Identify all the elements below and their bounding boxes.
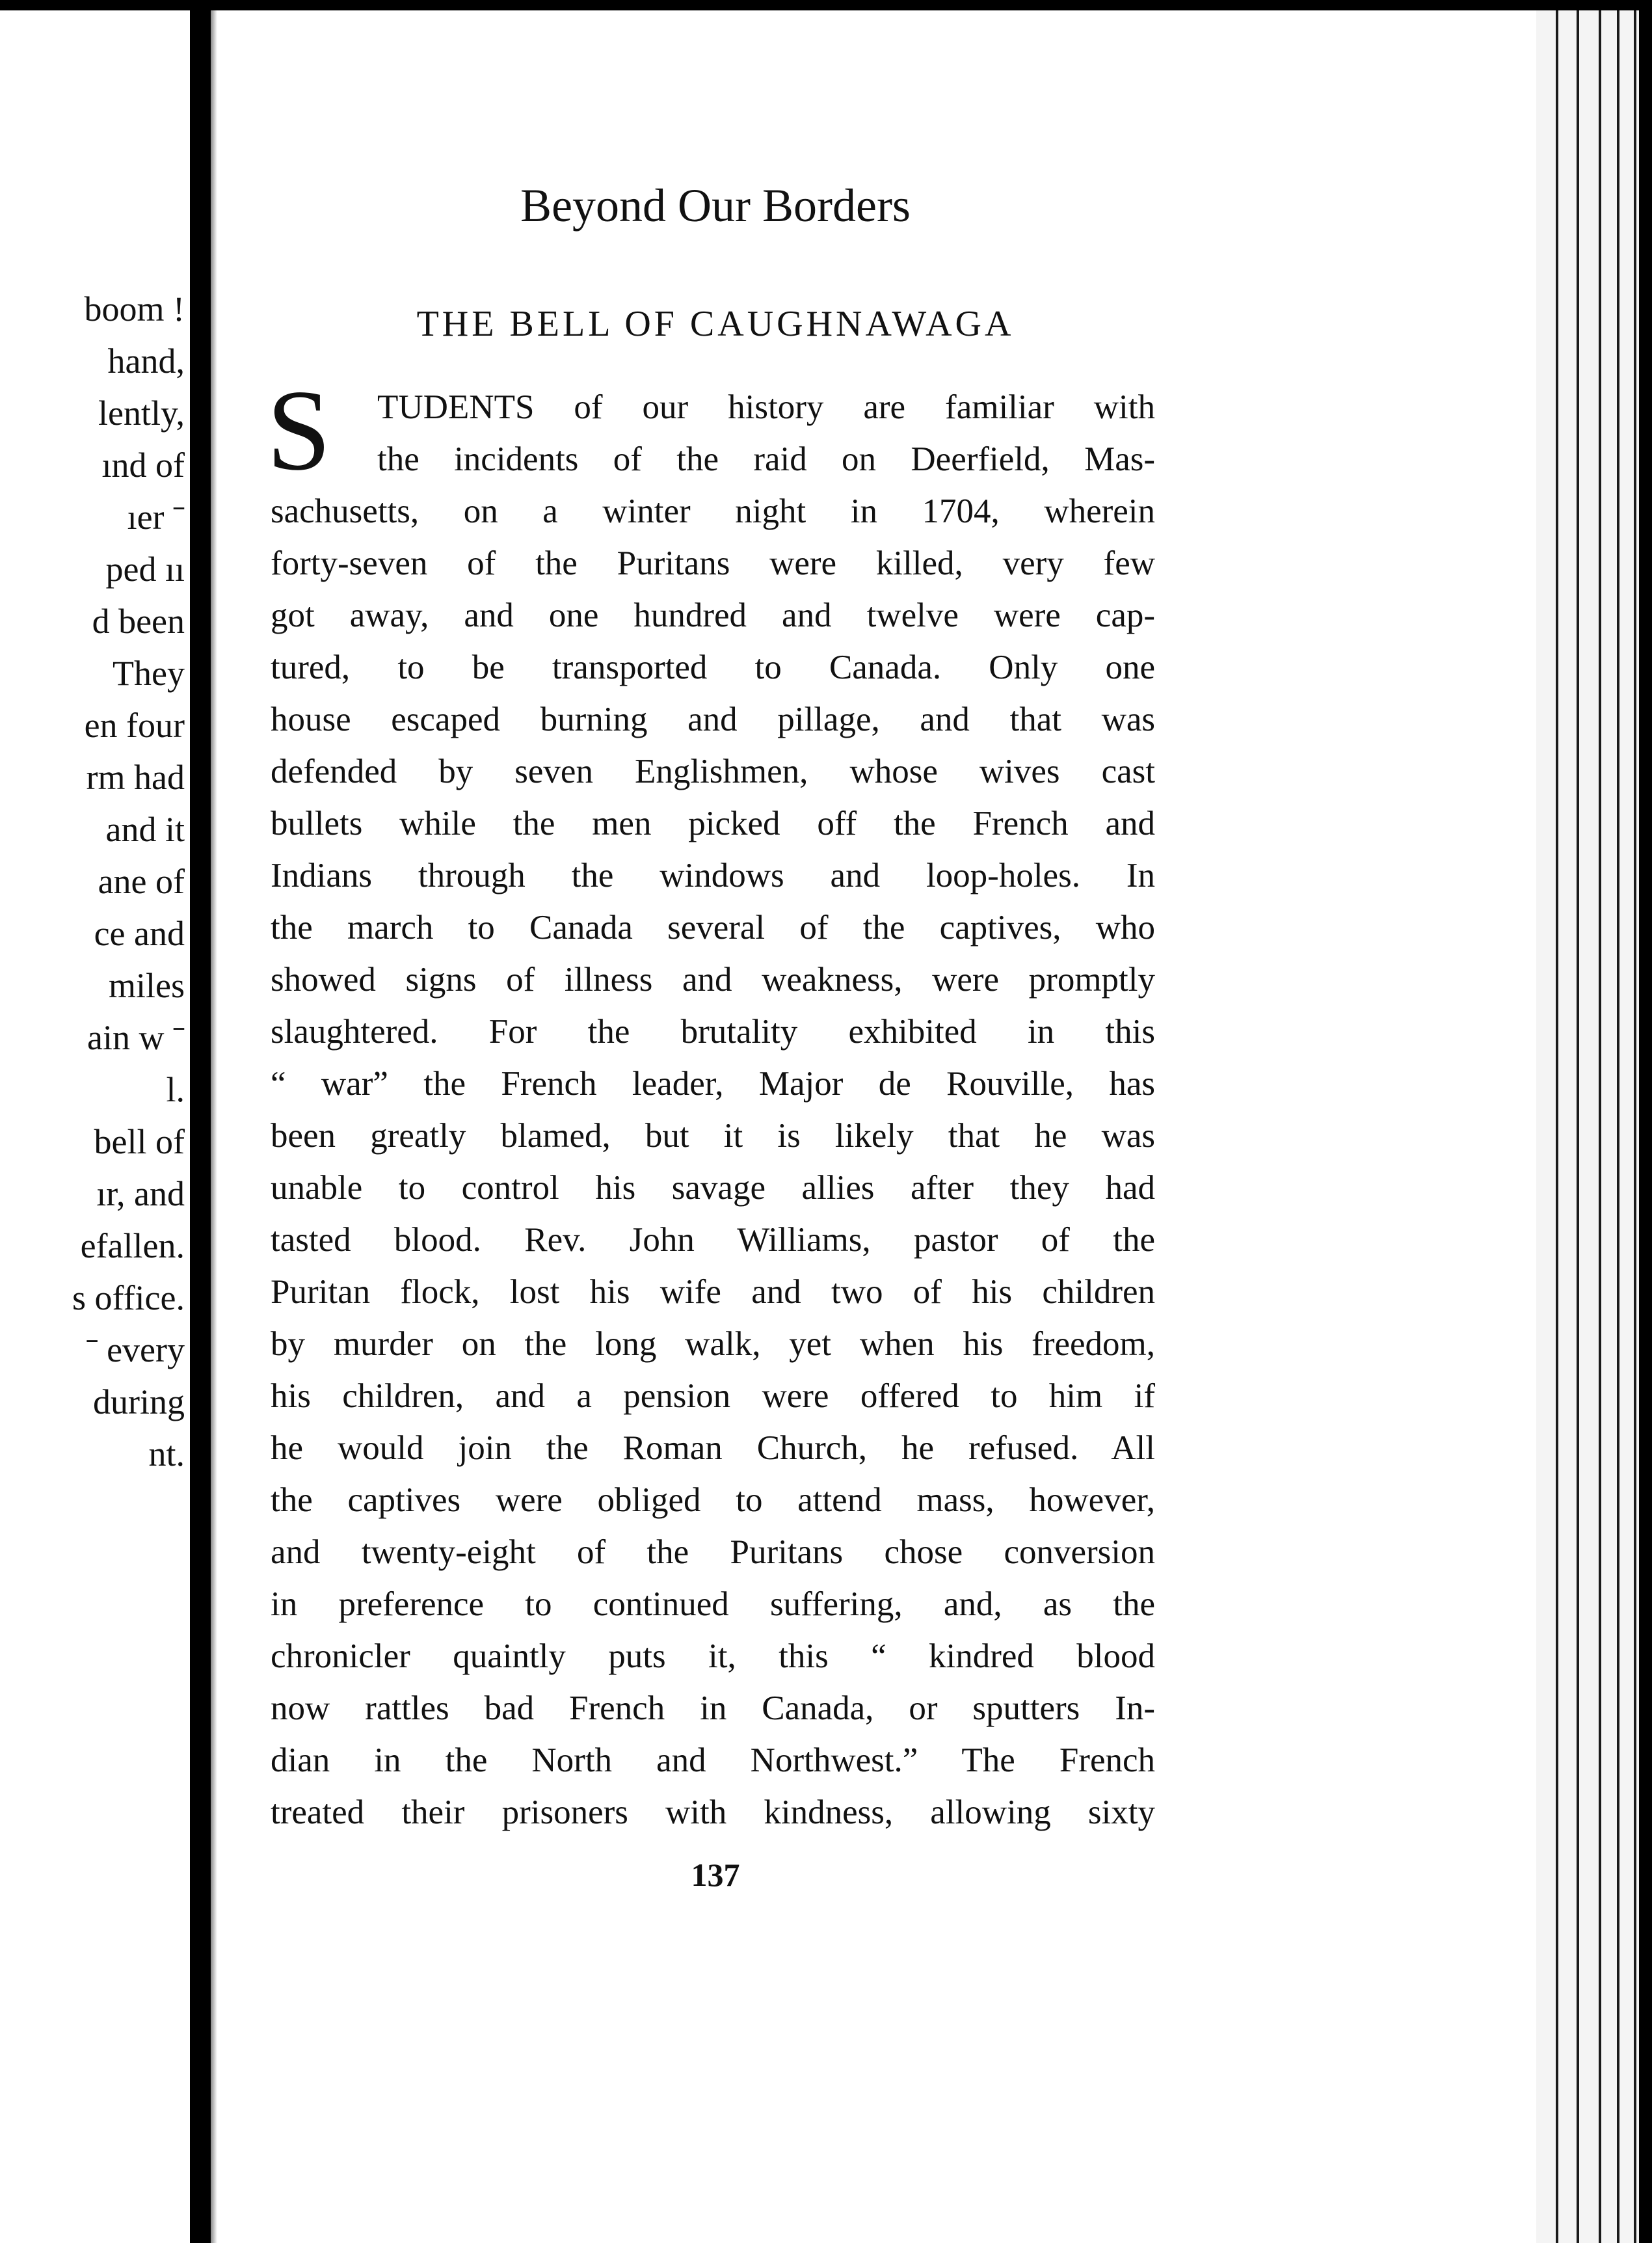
body-text-line: house escaped burning and pillage, and that was — [271, 701, 1155, 738]
body-text-line: bullets while the men picked off the French and — [271, 805, 1155, 842]
running-head: Beyond Our Borders — [520, 180, 911, 232]
body-text-line: the captives were obliged to attend mass, however, — [271, 1481, 1155, 1519]
left-page-line: miles — [109, 966, 185, 1005]
body-text-line: TUDENTS of our history are familiar with — [377, 388, 1155, 426]
scan-top-border — [0, 0, 1652, 10]
body-text-line: dian in the North and Northwest.” The French — [271, 1741, 1155, 1779]
left-page-line: ce and — [94, 914, 185, 953]
body-text-line: by murder on the long walk, yet when his freedom, — [271, 1325, 1155, 1363]
left-page-line: en four — [84, 706, 185, 745]
body-text-line: in preference to continued suffering, and, as the — [271, 1585, 1155, 1623]
body-text-line: “ war” the French leader, Major de Rouville, has — [271, 1065, 1155, 1103]
body-text-line: tasted blood. Rev. John Williams, pastor of the — [271, 1221, 1155, 1259]
body-text-line: showed signs of illness and weakness, were promptly — [271, 961, 1155, 999]
body-text-line: slaughtered. For the brutality exhibited in this — [271, 1013, 1155, 1051]
left-facing-page — [0, 10, 190, 2243]
body-text-line: and twenty-eight of the Puritans chose conversion — [271, 1533, 1155, 1571]
section-title: THE BELL OF CAUGHNAWAGA — [416, 304, 1015, 344]
body-text-line: the incidents of the raid on Deerfield, Mas- — [377, 440, 1155, 478]
left-page-line: during — [93, 1382, 185, 1421]
body-text-line: sachusetts, on a winter night in 1704, wherein — [271, 492, 1155, 530]
page-edge-line — [1577, 10, 1579, 2243]
left-page-line: l. — [166, 1070, 185, 1109]
page-edge-line — [1556, 10, 1558, 2243]
body-text-line: treated their prisoners with kindness, allowing sixty — [271, 1793, 1155, 1831]
left-page-line: hand, — [107, 342, 185, 381]
body-text-line: now rattles bad French in Canada, or sputters In- — [271, 1689, 1155, 1727]
left-page-line: ıer ˉ — [127, 498, 185, 537]
left-page-line: d been — [92, 602, 185, 641]
body-text-line: he would join the Roman Church, he refused. All — [271, 1429, 1155, 1467]
page-edge-line — [1599, 10, 1601, 2243]
body-text-line: Indians through the windows and loop-holes. In — [271, 857, 1155, 894]
left-page-line: nt. — [148, 1434, 185, 1473]
gutter-shadow — [211, 10, 217, 2243]
body-text-line: his children, and a pension were offered to him if — [271, 1377, 1155, 1415]
body-text-line: chronicler quaintly puts it, this “ kindred blood — [271, 1637, 1155, 1675]
scan-right-border — [1639, 10, 1652, 2243]
left-page-line: ınd of — [101, 446, 185, 485]
drop-cap: S — [267, 366, 331, 494]
page-number: 137 — [691, 1857, 740, 1893]
left-page-line: lently, — [98, 394, 185, 433]
left-page-line: ain w ˉ — [87, 1018, 185, 1057]
book-spine-gutter — [190, 10, 211, 2243]
left-page-line: rm had — [86, 758, 185, 797]
left-page-line: ˉ every — [86, 1330, 185, 1369]
left-page-line: bell of — [94, 1122, 185, 1161]
page-edge-line — [1617, 10, 1619, 2243]
page-edges — [1536, 10, 1652, 2243]
left-page-line: ır, and — [96, 1174, 185, 1213]
body-text-line: Puritan flock, lost his wife and two of his children — [271, 1273, 1155, 1311]
page-edge-line — [1634, 10, 1636, 2243]
body-text-line: been greatly blamed, but it is likely that he was — [271, 1117, 1155, 1155]
left-page-line: and it — [105, 810, 185, 849]
body-text-line: unable to control his savage allies after they had — [271, 1169, 1155, 1207]
left-page-line: ane of — [98, 862, 185, 901]
left-page-line: efallen. — [80, 1226, 185, 1265]
body-text-line: got away, and one hundred and twelve were cap- — [271, 597, 1155, 634]
body-text-line: the march to Canada several of the captives, who — [271, 909, 1155, 947]
left-page-line: ped ıı — [105, 550, 185, 589]
left-page-line: s office. — [72, 1278, 185, 1317]
body-text-line: tured, to be transported to Canada. Only one — [271, 649, 1155, 686]
left-page-line: They — [113, 654, 185, 693]
body-text-line: forty-seven of the Puritans were killed, very few — [271, 544, 1155, 582]
body-text-line: defended by seven Englishmen, whose wives cast — [271, 753, 1155, 790]
left-page-line: boom ! — [84, 289, 185, 329]
